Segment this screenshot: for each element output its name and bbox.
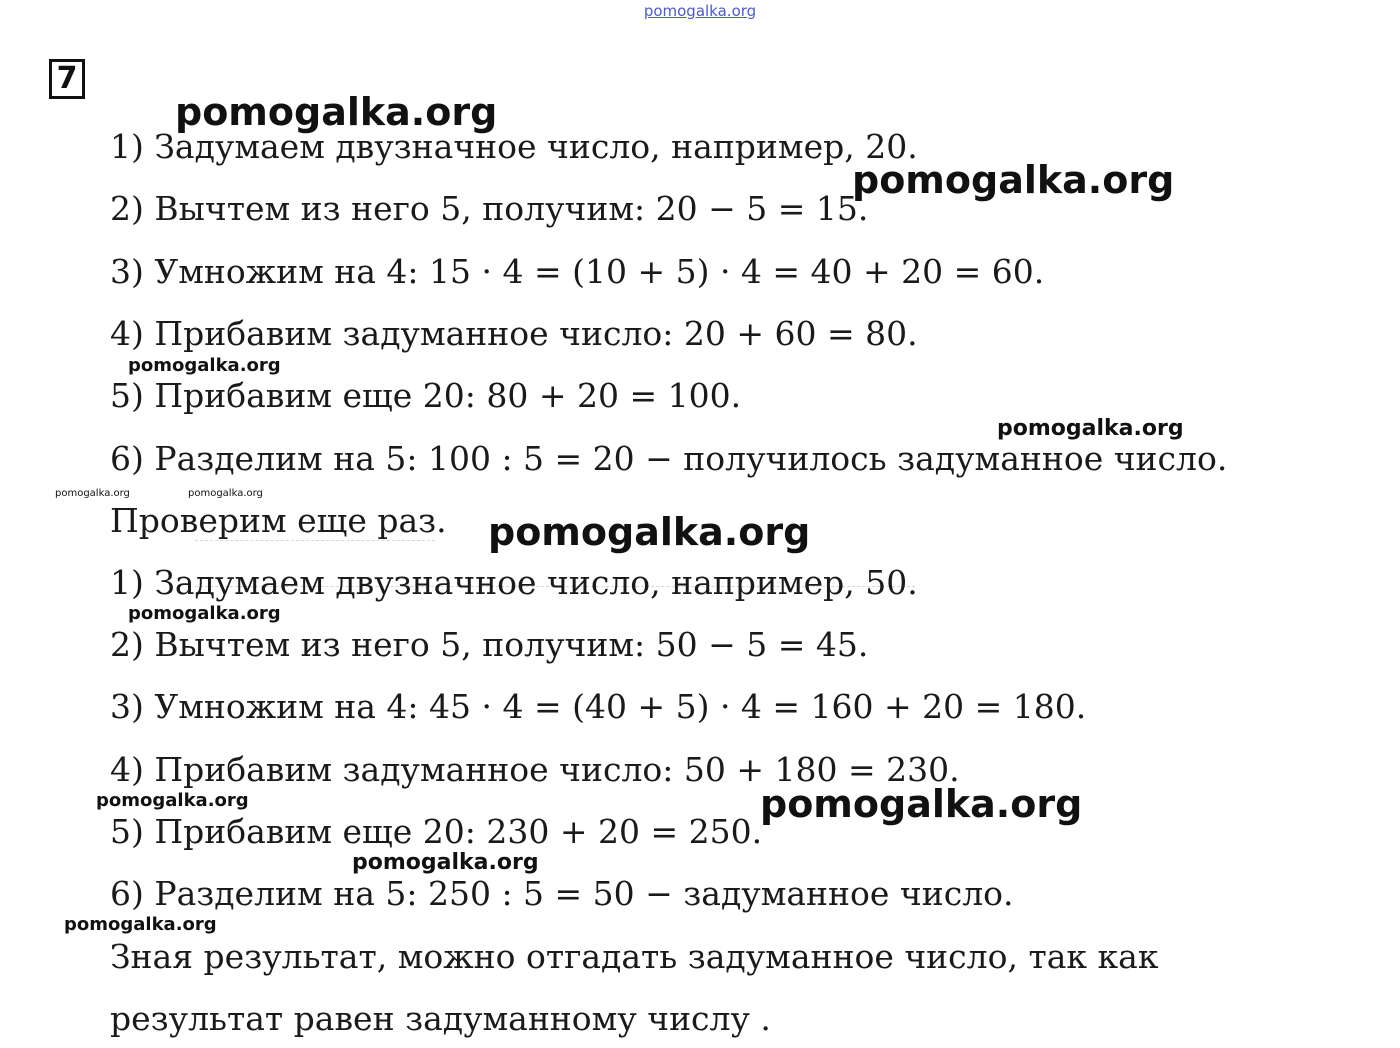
watermark: pomogalka.org [55,488,130,499]
check-line-4: 4) Прибавим задуманное число: 50 + 180 = 230. [110,750,960,789]
watermark: pomogalka.org [64,914,217,935]
solution-line-4: 4) Прибавим задуманное число: 20 + 60 = 80. [110,314,918,353]
site-link-header[interactable]: pomogalka.org [643,2,757,20]
conclusion-line-1: Зная результат, можно отгадать задуманное число, так как [110,937,1159,976]
watermark: pomogalka.org [128,603,281,624]
check-line-3: 3) Умножим на 4: 45 · 4 = (40 + 5) · 4 = 160 + 20 = 180. [110,687,1087,726]
watermark: pomogalka.org [188,488,263,499]
watermark: pomogalka.org [96,790,249,811]
watermark: pomogalka.org [488,510,811,554]
check-heading: Проверим еще раз. [110,501,447,540]
solution-line-6: 6) Разделим на 5: 100 : 5 = 20 − получилось задуманное число. [110,439,1228,478]
watermark: pomogalka.org [760,782,1083,826]
watermark: pomogalka.org [997,416,1184,441]
check-line-5: 5) Прибавим еще 20: 230 + 20 = 250. [110,812,763,851]
solution-line-5: 5) Прибавим еще 20: 80 + 20 = 100. [110,376,742,415]
solution-line-3: 3) Умножим на 4: 15 · 4 = (10 + 5) · 4 = 40 + 20 = 60. [110,252,1045,291]
check-line-2: 2) Вычтем из него 5, получим: 50 − 5 = 45. [110,625,869,664]
conclusion-line-2: результат равен задуманному числу . [110,999,771,1038]
watermark: pomogalka.org [175,90,498,134]
solution-line-2: 2) Вычтем из него 5, получим: 20 − 5 = 15. [110,189,869,228]
solution-line-1: 1) Задумаем двузначное число, например, 20. [110,127,918,166]
check-line-6: 6) Разделим на 5: 250 : 5 = 50 − задуманное число. [110,874,1014,913]
check-line-1: 1) Задумаем двузначное число, например, 50. [110,563,918,602]
task-number-box: 7 [49,59,85,99]
watermark: pomogalka.org [352,850,539,875]
watermark: pomogalka.org [852,158,1175,202]
watermark: pomogalka.org [128,355,281,376]
